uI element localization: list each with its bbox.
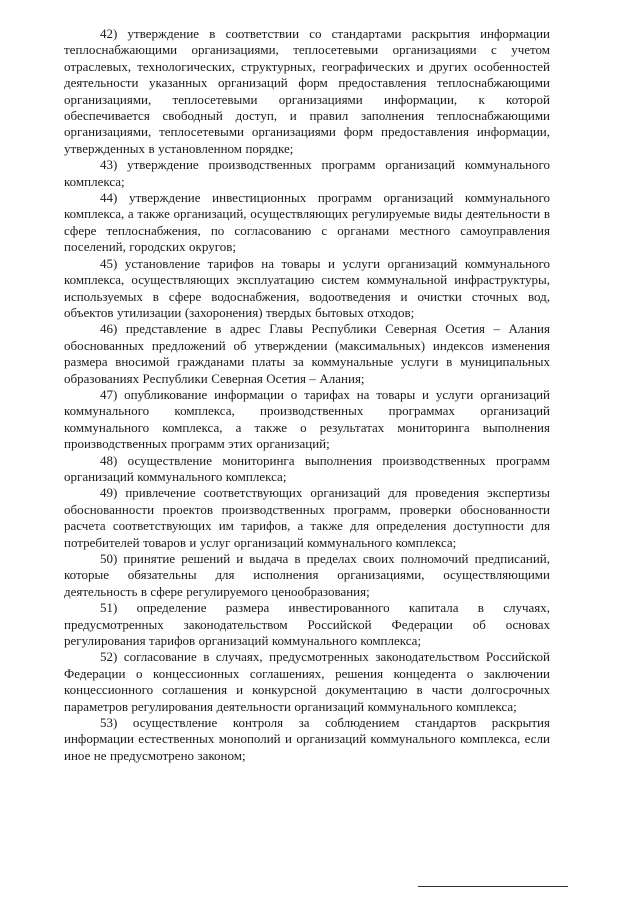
paragraph-53: 53) осуществление контроля за соблюдением стандартов раскрытия информации естественных монополий и организаций коммунального комплекса, если иное не предусмотрено законом; bbox=[64, 715, 550, 763]
paragraph-51: 51) определение размера инвестированного капитала в случаях, предусмотренных законодательством Российской Федерации об основах регулирования тарифов организаций коммунального комплекса; bbox=[64, 600, 550, 649]
paragraph-43: 43) утверждение производственных программ организаций коммунального комплекса; bbox=[64, 157, 550, 189]
paragraph-50: 50) принятие решений и выдача в пределах своих полномочий предписаний, которые обязательны для исполнения организациями, осуществляющими деятельность в сфере регулируемого ценообразования; bbox=[64, 551, 550, 599]
paragraph-47: 47) опубликование информации о тарифах на товары и услуги организаций коммунального комплекса, производственных программах организаций коммунального комплекса, а также о результатах мониторинга выполнения производственных программ этих организаций; bbox=[64, 386, 550, 452]
paragraph-46: 46) представление в адрес Главы Республики Северная Осетия – Алания обоснованных предложений об утверждении (максимальных) индексов изменения размера вносимой гражданами платы за коммунальные услуги в муниципальных образованиях Республики Северная Осетия – Алания; bbox=[64, 321, 550, 386]
paragraph-42: 42) утверждение в соответствии со стандартами раскрытия информации теплоснабжающими организациями, теплосетевыми организациями с учетом отраслевых, технологических, структурных, географических и других особенностей деятельности указанных организаций форм предоставления теплоснабжающими организациями, теплосетевыми организациями информации, к которой обеспечивается свободный доступ, и правил заполнения теплоснабжающими организациями, теплосетевыми организациями форм предоставления информации, утвержденных в установленном порядке; bbox=[64, 26, 550, 156]
document-body bbox=[64, 26, 550, 764]
paragraph-48: 48) осуществление мониторинга выполнения производственных программ организаций коммунального комплекса; bbox=[64, 452, 550, 484]
paragraph-44: 44) утверждение инвестиционных программ организаций коммунального комплекса, а также организаций, осуществляющих регулируемые виды деятельности в сфере теплоснабжения, по согласованию с органами местного самоуправления поселений, городских округов; bbox=[64, 190, 550, 255]
paragraph-52: 52) согласование в случаях, предусмотренных законодательством Российской Федерации о концессионных соглашениях, решения концедента о заключении концессионного соглашения и конкурсной документацию в части долгосрочных параметров регулирования деятельности организаций коммунального комплекса; bbox=[64, 649, 550, 714]
paragraph-49: 49) привлечение соответствующих организаций для проведения экспертизы обоснованности проектов производственных программ, проверки обоснованности расчета соответствующих им тарифов, а также для определения доступности для потребителей товаров и услуг организаций коммунального комплекса; bbox=[64, 485, 550, 550]
footer-divider bbox=[418, 886, 568, 887]
paragraph-45: 45) установление тарифов на товары и услуги организаций коммунального комплекса, осуществляющих эксплуатацию систем коммунальной инфраструктуры, используемых в сфере водоснабжения, водоотведения и очистки сточных вод, объектов утилизации (захоронения) твердых бытовых отходов; bbox=[64, 255, 550, 320]
